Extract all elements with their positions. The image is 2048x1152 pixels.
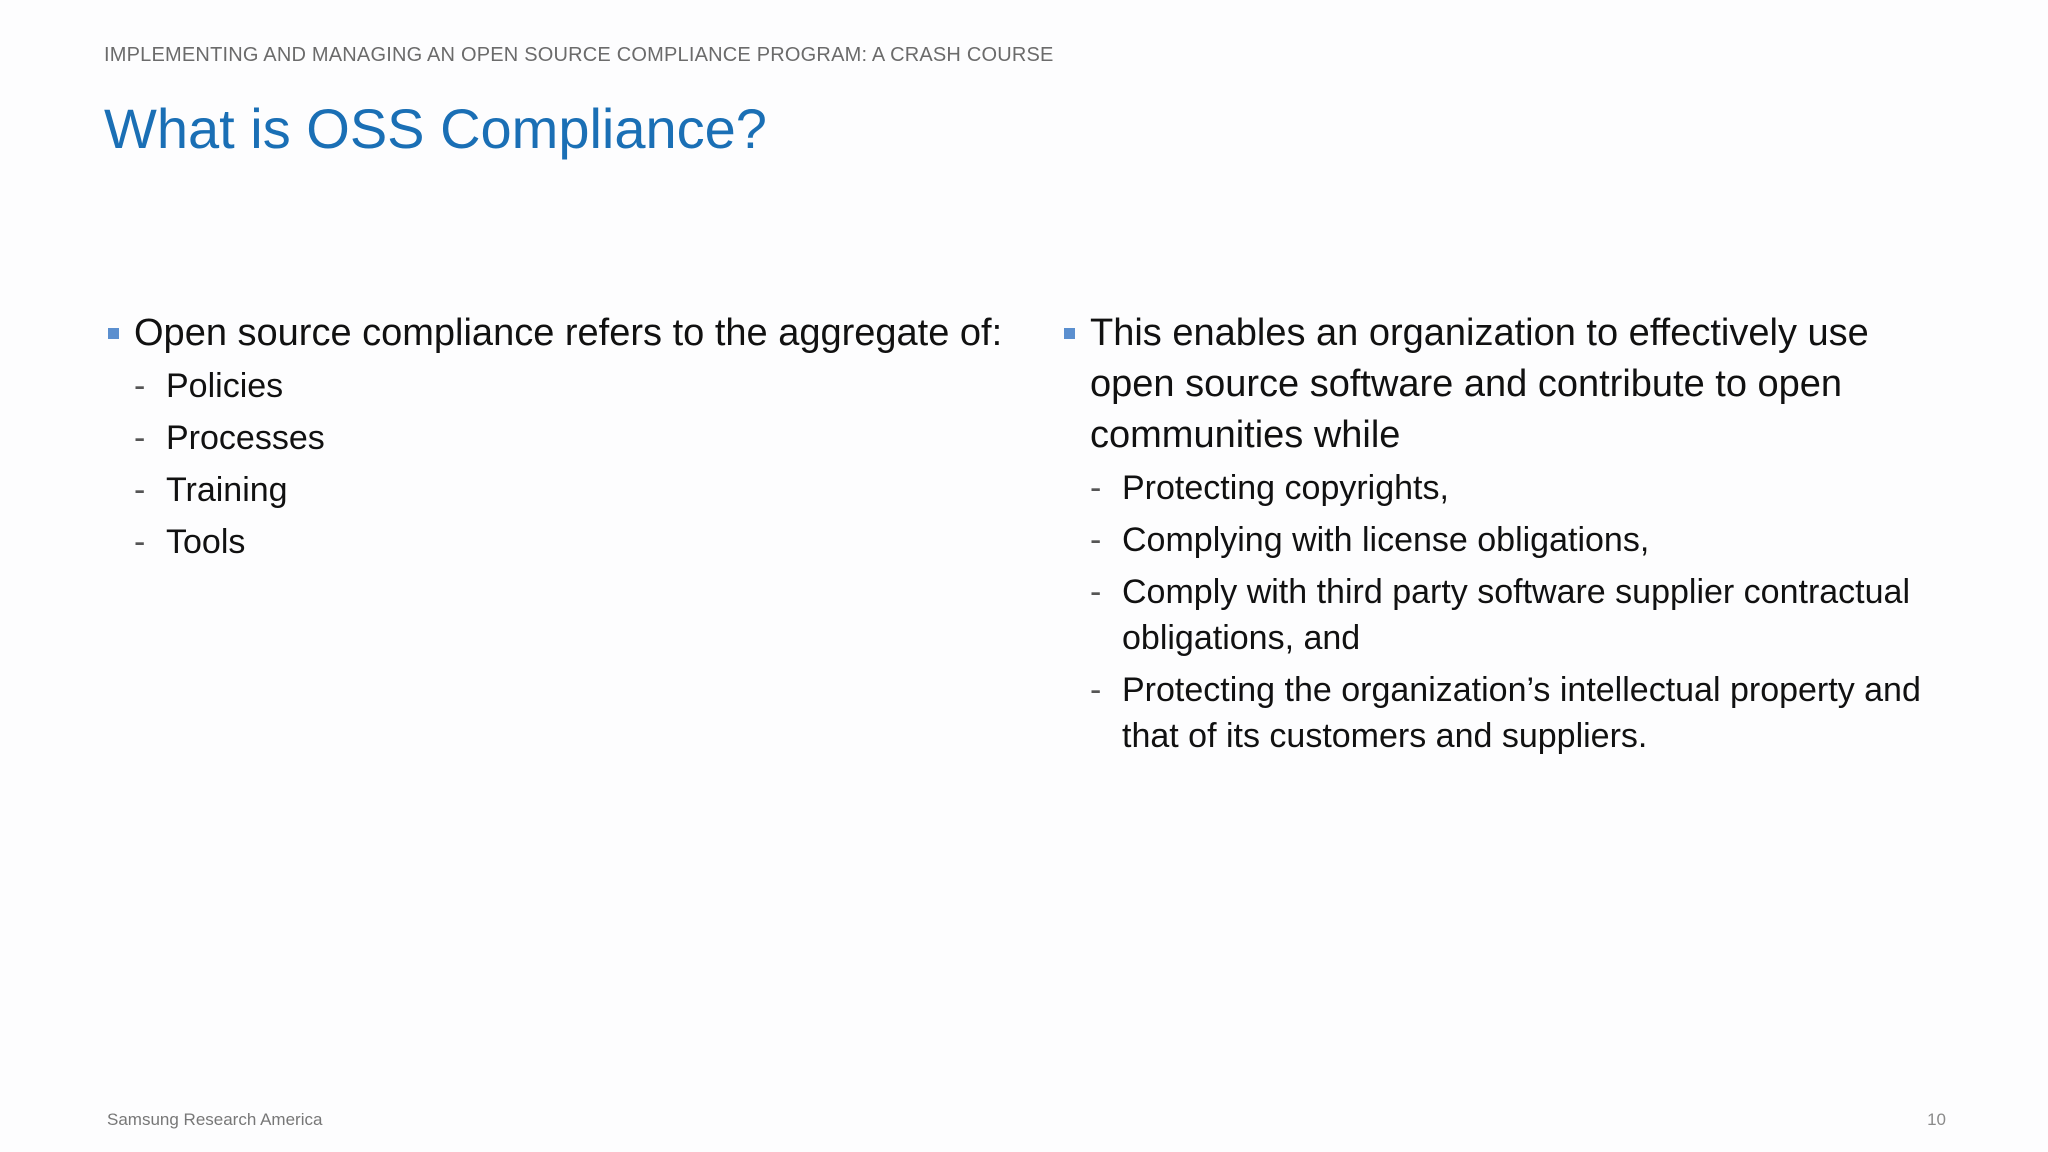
page-number: 10 [1927,1110,1946,1129]
right-column [1060,308,1960,765]
list-item [1090,465,1960,511]
list-item-text: Protecting copyrights, [1122,469,1449,507]
dash-icon: - [1090,521,1102,559]
list-item [134,519,1004,565]
right-sub-list [1060,465,1960,759]
dash-icon: - [134,419,146,457]
dash-icon: - [1090,671,1102,709]
footer-organization: Samsung Research America [107,1110,323,1129]
dash-icon: - [134,471,146,509]
left-sub-list [104,363,1004,565]
left-bullet-text: Open source compliance refers to the aggregate of: [134,312,1003,354]
list-item-text: Complying with license obligations, [1122,521,1650,559]
list-item [134,363,1004,409]
left-column [104,308,1004,571]
list-item-text: Comply with third party software supplier contractual obligations, and [1122,573,1910,657]
dash-icon: - [134,523,146,561]
dash-icon: - [1090,573,1102,611]
list-item-text: Tools [166,523,246,561]
presentation-kicker: IMPLEMENTING AND MANAGING AN OPEN SOURCE COMPLIANCE PROGRAM: A CRASH COURSE [104,44,1054,66]
slide-title: What is OSS Compliance? [104,97,767,160]
list-item [134,415,1004,461]
list-item-text: Processes [166,419,325,457]
list-item-text: Protecting the organization’s intellectual property and that of its customers and suppliers. [1122,671,1921,755]
right-bullet [1060,308,1960,461]
list-item-text: Policies [166,367,284,405]
square-bullet-icon [108,328,119,339]
list-item-text: Training [166,471,288,509]
dash-icon: - [134,367,146,405]
square-bullet-icon [1064,328,1075,339]
list-item [1090,667,1960,759]
list-item [134,467,1004,513]
left-bullet [104,308,1004,359]
dash-icon: - [1090,469,1102,507]
list-item [1090,569,1960,661]
list-item [1090,517,1960,563]
right-bullet-text: This enables an organization to effectively use open source software and contribute to open communities while [1090,312,1869,456]
